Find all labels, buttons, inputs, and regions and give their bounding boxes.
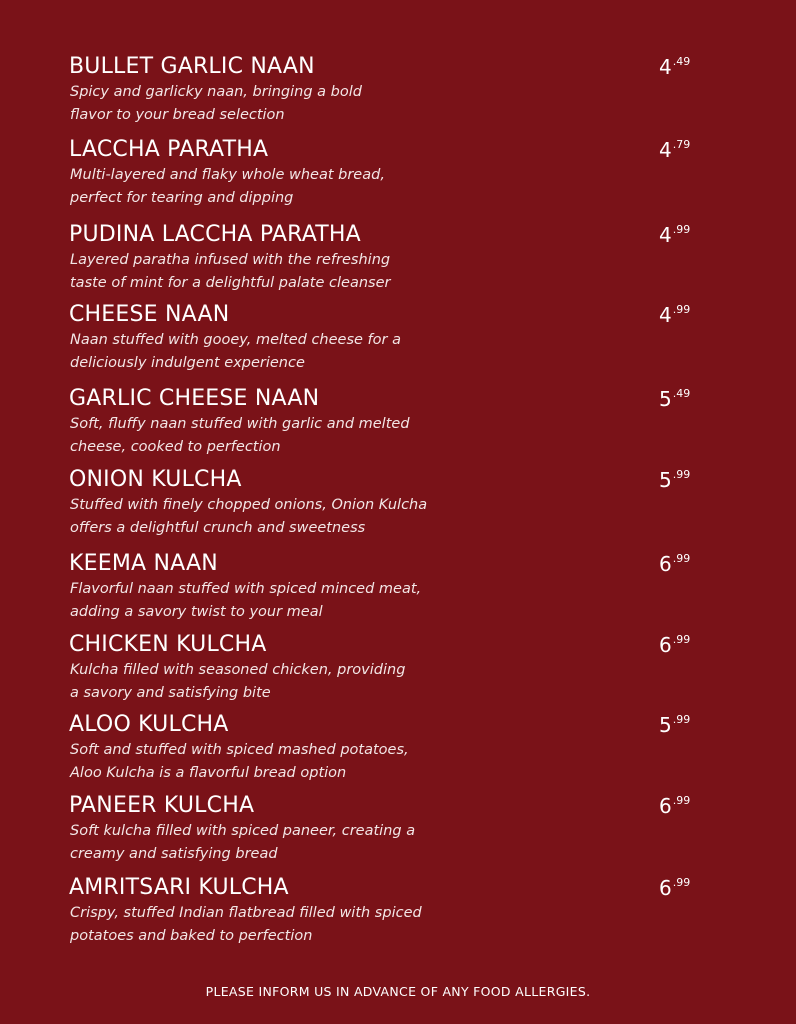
price-whole: 5 [659,468,672,492]
item-name: GARLIC CHEESE NAAN [69,386,320,411]
item-price [659,550,690,582]
menu-item-laccha-paratha [0,136,796,216]
item-price [659,301,690,333]
item-name: CHEESE NAAN [69,302,230,327]
item-description: Kulcha filled with seasoned chicken, providing a savory and satisfying bite [70,662,406,701]
price-cents: .99 [672,633,691,646]
price-whole: 6 [659,876,672,900]
price-cents: .99 [672,713,691,726]
price-cents: .49 [672,387,691,400]
price-cents: .99 [672,552,691,565]
item-name: AMRITSARI KULCHA [69,875,289,900]
item-description: Soft kulcha filled with spiced paneer, creating a creamy and satisfying bread [70,823,416,862]
item-name: ONION KULCHA [69,467,242,492]
menu-item-chicken-kulcha [0,631,796,711]
item-description: Spicy and garlicky naan, bringing a bold flavor to your bread selection [70,84,362,123]
price-cents: .99 [672,223,691,236]
item-price [659,711,690,743]
menu-item-bullet-garlic-naan [0,53,796,133]
item-price [659,792,690,824]
menu-item-keema-naan [0,550,796,630]
menu-item-pudina-laccha-paratha [0,221,796,301]
price-whole: 5 [659,713,672,737]
price-cents: .79 [672,138,691,151]
menu-item-amritsari-kulcha [0,874,796,954]
item-name: PANEER KULCHA [69,793,255,818]
item-description: Crispy, stuffed Indian flatbread filled with spiced potatoes and baked to perfection [70,905,422,944]
price-whole: 6 [659,794,672,818]
item-name: ALOO KULCHA [69,712,229,737]
menu-item-onion-kulcha [0,466,796,546]
price-cents: .99 [672,794,691,807]
price-whole: 4 [659,223,672,247]
item-name: PUDINA LACCHA PARATHA [69,222,361,247]
item-price [659,221,690,253]
price-whole: 4 [659,303,672,327]
price-whole: 6 [659,633,672,657]
price-cents: .99 [672,876,691,889]
allergy-notice: PLEASE INFORM US IN ADVANCE OF ANY FOOD ALLERGIES. [205,984,591,999]
menu-item-paneer-kulcha [0,792,796,872]
price-cents: .99 [672,468,691,481]
item-price [659,136,690,168]
price-whole: 5 [659,387,672,411]
item-price [659,385,690,417]
price-cents: .49 [672,55,691,68]
menu-item-aloo-kulcha [0,711,796,791]
item-price [659,53,690,85]
item-description: Stuffed with finely chopped onions, Onion Kulcha offers a delightful crunch and sweetness [70,497,428,536]
menu-item-garlic-cheese-naan [0,385,796,465]
item-name: BULLET GARLIC NAAN [69,54,315,79]
item-description: Naan stuffed with gooey, melted cheese for a deliciously indulgent experience [70,332,401,371]
price-whole: 4 [659,55,672,79]
item-description: Soft and stuffed with spiced mashed potatoes, Aloo Kulcha is a flavorful bread option [70,742,409,781]
item-name: CHICKEN KULCHA [69,632,267,657]
item-description: Flavorful naan stuffed with spiced minced meat, adding a savory twist to your meal [70,581,422,620]
menu-item-cheese-naan [0,301,796,381]
price-cents: .99 [672,303,691,316]
item-description: Soft, fluffy naan stuffed with garlic and melted cheese, cooked to perfection [70,416,410,455]
item-name: LACCHA PARATHA [69,137,269,162]
item-price [659,466,690,498]
item-description: Multi-layered and flaky whole wheat bread, perfect for tearing and dipping [70,167,385,206]
price-whole: 6 [659,552,672,576]
item-price [659,874,690,906]
item-price [659,631,690,663]
item-name: KEEMA NAAN [69,551,218,576]
item-description: Layered paratha infused with the refreshing taste of mint for a delightful palate cleanser [70,252,391,291]
price-whole: 4 [659,138,672,162]
